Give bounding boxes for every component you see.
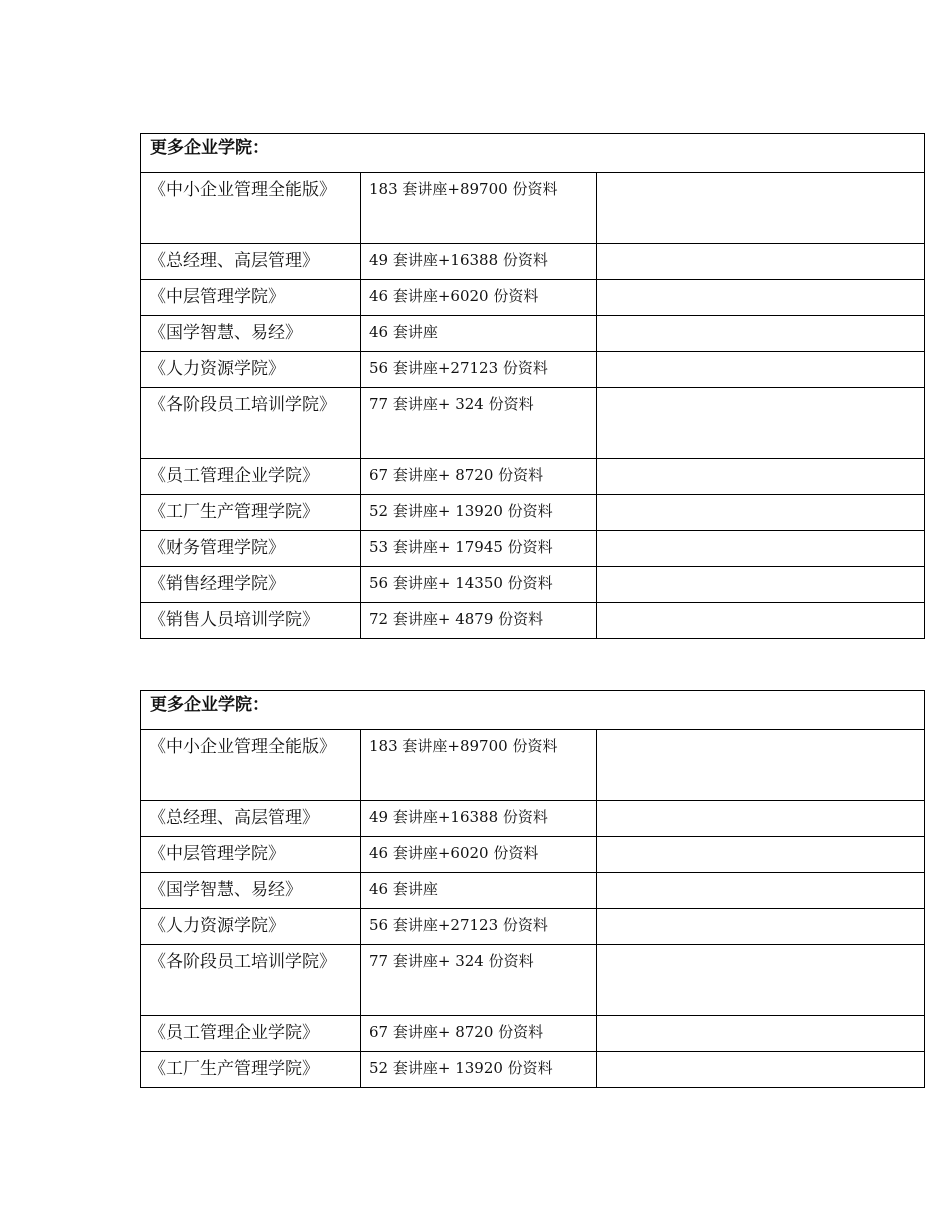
- academy-note: [597, 730, 925, 801]
- academy-note: [597, 280, 925, 316]
- academy-note: [597, 873, 925, 909]
- academy-name: 《国学智慧、易经》: [141, 316, 361, 352]
- academy-name: 《总经理、高层管理》: [141, 244, 361, 280]
- academy-name: 《国学智慧、易经》: [141, 873, 361, 909]
- table-row: [141, 316, 925, 352]
- academy-name: 《中小企业管理全能版》: [141, 730, 361, 801]
- academy-note: [597, 1016, 925, 1052]
- academy-name: 《员工管理企业学院》: [141, 1016, 361, 1052]
- table-row: [141, 1052, 925, 1088]
- academy-name: 《销售经理学院》: [141, 567, 361, 603]
- academy-count: 56 套讲座+27123 份资料: [361, 352, 597, 388]
- table-title-row: [141, 691, 925, 730]
- table-title: 更多企业学院：: [141, 134, 925, 173]
- academy-note: [597, 173, 925, 244]
- academy-note: [597, 837, 925, 873]
- academy-count: 77 套讲座+ 324 份资料: [361, 945, 597, 1016]
- academy-table-1: [140, 133, 925, 639]
- academy-note: [597, 459, 925, 495]
- academy-count: 77 套讲座+ 324 份资料: [361, 388, 597, 459]
- academy-count: 46 套讲座: [361, 873, 597, 909]
- academy-note: [597, 316, 925, 352]
- table-row: [141, 280, 925, 316]
- academy-count: 72 套讲座+ 4879 份资料: [361, 603, 597, 639]
- academy-name: 《中层管理学院》: [141, 837, 361, 873]
- academy-note: [597, 388, 925, 459]
- table-row: [141, 531, 925, 567]
- academy-count: 52 套讲座+ 13920 份资料: [361, 495, 597, 531]
- academy-note: [597, 567, 925, 603]
- academy-name: 《中小企业管理全能版》: [141, 173, 361, 244]
- academy-table-2: [140, 690, 925, 1088]
- table-row: [141, 388, 925, 459]
- academy-name: 《各阶段员工培训学院》: [141, 945, 361, 1016]
- table-row: [141, 603, 925, 639]
- academy-name: 《总经理、高层管理》: [141, 801, 361, 837]
- academy-note: [597, 801, 925, 837]
- table-row: [141, 801, 925, 837]
- academy-count: 183 套讲座+89700 份资料: [361, 173, 597, 244]
- academy-note: [597, 909, 925, 945]
- academy-note: [597, 1052, 925, 1088]
- table-row: [141, 1016, 925, 1052]
- academy-note: [597, 352, 925, 388]
- academy-count: 46 套讲座: [361, 316, 597, 352]
- academy-name: 《员工管理企业学院》: [141, 459, 361, 495]
- table-row: [141, 837, 925, 873]
- table-row: [141, 909, 925, 945]
- academy-count: 46 套讲座+6020 份资料: [361, 837, 597, 873]
- table-row: [141, 945, 925, 1016]
- academy-name: 《人力资源学院》: [141, 909, 361, 945]
- academy-name: 《人力资源学院》: [141, 352, 361, 388]
- academy-note: [597, 244, 925, 280]
- table-row: [141, 495, 925, 531]
- academy-count: 67 套讲座+ 8720 份资料: [361, 1016, 597, 1052]
- academy-count: 67 套讲座+ 8720 份资料: [361, 459, 597, 495]
- academy-count: 52 套讲座+ 13920 份资料: [361, 1052, 597, 1088]
- academy-name: 《工厂生产管理学院》: [141, 495, 361, 531]
- academy-count: 53 套讲座+ 17945 份资料: [361, 531, 597, 567]
- academy-count: 46 套讲座+6020 份资料: [361, 280, 597, 316]
- table-row: [141, 352, 925, 388]
- table-title-row: [141, 134, 925, 173]
- table-row: [141, 873, 925, 909]
- table-row: [141, 173, 925, 244]
- table-row: [141, 244, 925, 280]
- table-row: [141, 459, 925, 495]
- academy-count: 49 套讲座+16388 份资料: [361, 244, 597, 280]
- academy-note: [597, 603, 925, 639]
- academy-name: 《销售人员培训学院》: [141, 603, 361, 639]
- table-title: 更多企业学院：: [141, 691, 925, 730]
- academy-name: 《各阶段员工培训学院》: [141, 388, 361, 459]
- academy-name: 《财务管理学院》: [141, 531, 361, 567]
- academy-note: [597, 945, 925, 1016]
- academy-name: 《工厂生产管理学院》: [141, 1052, 361, 1088]
- academy-count: 56 套讲座+27123 份资料: [361, 909, 597, 945]
- academy-name: 《中层管理学院》: [141, 280, 361, 316]
- table-row: [141, 730, 925, 801]
- academy-note: [597, 495, 925, 531]
- table-row: [141, 567, 925, 603]
- academy-note: [597, 531, 925, 567]
- academy-count: 183 套讲座+89700 份资料: [361, 730, 597, 801]
- academy-count: 56 套讲座+ 14350 份资料: [361, 567, 597, 603]
- academy-count: 49 套讲座+16388 份资料: [361, 801, 597, 837]
